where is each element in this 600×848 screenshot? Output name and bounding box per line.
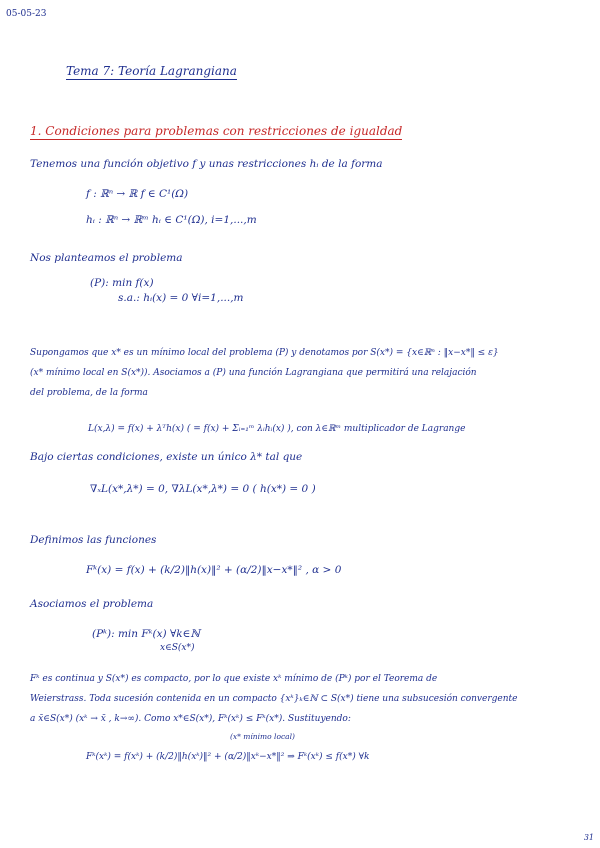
- line-10: L(x,λ) = f(x) + λᵀh(x) ( = f(x) + Σᵢ₌₁ᵐ λᵢhᵢ(x) ), con λ∈ℝᵐ multiplicador de Lagrange: [88, 424, 466, 434]
- line-4: Nos planteamos el problema: [30, 252, 183, 264]
- line-22: Fᵏ(xᵏ) = f(xᵏ) + (k/2)‖h(xᵏ)‖² + (α/2)‖xᵏ−x*‖² ⇒ Fᵏ(xᵏ) ≤ f(x*) ∀k: [86, 752, 370, 762]
- line-21: (x* mínimo local): [230, 732, 295, 741]
- line-18: Fᵏ es continua y S(x*) es compacto, por lo que existe xᵏ mínimo de (Pᵏ) por el Teorema de: [30, 674, 438, 684]
- section-title: [30, 124, 402, 138]
- line-2: f : ℝⁿ → ℝ f ∈ C¹(Ω): [86, 188, 189, 200]
- line-15: Asociamos el problema: [30, 598, 154, 610]
- line-12: ∇ₓL(x*,λ*) = 0, ∇λL(x*,λ*) = 0 ( h(x*) = 0 ): [90, 483, 316, 495]
- line-9: del problema, de la forma: [30, 388, 148, 398]
- line-1: Tenemos una función objetivo f y unas restricciones hᵢ de la forma: [30, 158, 383, 170]
- line-7: Supongamos que x* es un mínimo local del problema (P) y denotamos por S(x*) = {x∈ℝⁿ : ‖x−x*‖ ≤ ε}: [30, 348, 499, 358]
- line-14: Fᵏ(x) = f(x) + (k/2)‖h(x)‖² + (α/2)‖x−x*‖² , α > 0: [86, 564, 342, 576]
- line-11: Bajo ciertas condiciones, existe un único λ* tal que: [30, 451, 303, 463]
- line-6: s.a.: hᵢ(x) = 0 ∀i=1,...,m: [118, 292, 244, 304]
- line-17: x∈S(x*): [160, 643, 195, 653]
- topic-title: [66, 64, 237, 78]
- date-label: 05-05-23: [6, 9, 47, 19]
- line-20: a x̄∈S(x*) (xᵏ → x̄ , k→∞). Como x*∈S(x*), Fᵏ(xᵏ) ≤ Fᵏ(x*). Sustituyendo:: [30, 714, 351, 724]
- line-16: (Pᵏ): min Fᵏ(x) ∀k∈ℕ: [92, 628, 201, 640]
- line-19: Weierstrass. Toda sucesión contenida en un compacto {xᵏ}ₖ∈ℕ ⊂ S(x*) tiene una subsucesión convergente: [30, 694, 518, 704]
- line-5: (P): min f(x): [90, 277, 154, 289]
- section-title-text: 1. Condiciones para problemas con restricciones de igualdad: [30, 124, 403, 138]
- line-13: Definimos las funciones: [30, 534, 157, 546]
- page-number: 31: [583, 833, 594, 842]
- line-8: (x* mínimo local en S(x*)). Asociamos a (P) una función Lagrangiana que permitirá una relajación: [30, 368, 477, 378]
- topic-title-text: Tema 7: Teoría Lagrangiana: [66, 64, 237, 78]
- line-3: hᵢ : ℝⁿ → ℝᵐ hᵢ ∈ C¹(Ω), i=1,...,m: [86, 214, 257, 226]
